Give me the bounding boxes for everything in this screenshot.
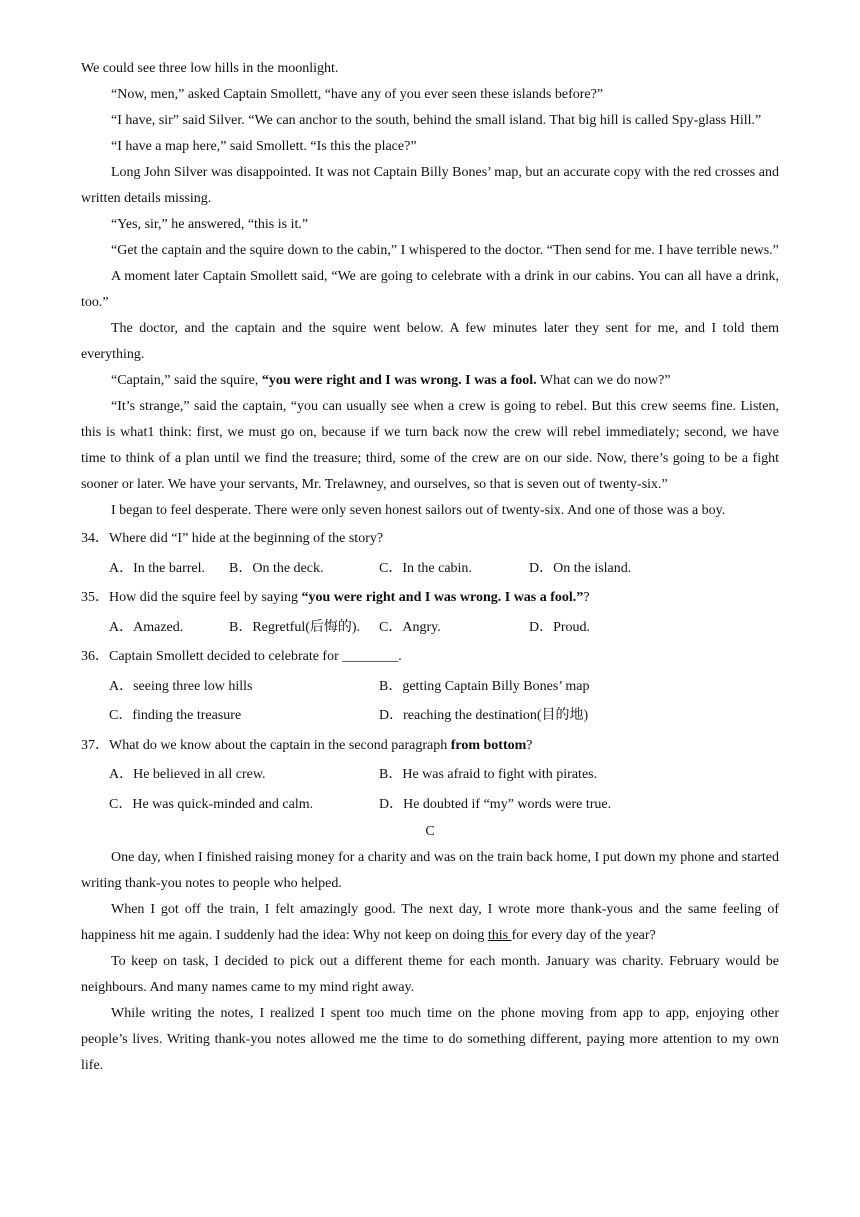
- paragraph: “Yes, sir,” he answered, “this is it.”: [111, 217, 309, 232]
- paragraph: “I have a map here,” said Smollett. “Is this the place?”: [111, 139, 417, 154]
- squire-text-after: What can we do now?”: [536, 373, 671, 388]
- paragraph: [81, 897, 779, 949]
- question-37-stem-bold: from bottom: [450, 737, 527, 753]
- option-a[interactable]: A．In the barrel.: [109, 560, 206, 576]
- paragraph: “Get the captain and the squire down to the cabin,” I whispered to the doctor. “Then send for me. I have terrible news.”: [111, 243, 779, 258]
- question-36-stem: 36．Captain Smollett decided to celebrate for ________.: [81, 649, 402, 664]
- option-c[interactable]: C．He was quick-minded and calm.: [109, 796, 314, 812]
- squire-text-before: “Captain,” said the squire,: [111, 373, 262, 388]
- paragraph: We could see three low hills in the moonlight.: [81, 61, 339, 76]
- option-c[interactable]: C．Angry.: [379, 619, 441, 635]
- question-34-options: [81, 554, 779, 584]
- paragraph: The doctor, and the captain and the squire went below. A few minutes later they sent for me, and I told them everything.: [81, 321, 779, 362]
- option-a[interactable]: A．He believed in all crew.: [109, 767, 266, 782]
- paragraph: A moment later Captain Smollett said, “We are going to celebrate with a drink in our cabins. You can all have a drink, too.”: [81, 269, 779, 310]
- question-34-stem: 34．Where did “I” hide at the beginning of the story?: [81, 531, 384, 546]
- question-35-options: [81, 613, 779, 643]
- paragraph: Long John Silver was disappointed. It was not Captain Billy Bones’ map, but an accurate copy with the red crosses and written details missing.: [81, 165, 779, 206]
- squire-paragraph: [81, 368, 779, 394]
- question-37-stem-text: 37．What do we know about the captain in the second paragraph: [81, 737, 451, 753]
- option-d[interactable]: D．He doubted if “my” words were true.: [379, 796, 612, 812]
- paragraph: To keep on task, I decided to pick out a different theme for each month. January was charity. February would be neighbours. And many names came to my mind right away.: [81, 954, 779, 995]
- question-37-stem-end: ?: [526, 737, 533, 753]
- question-36-options-row2: [81, 701, 779, 731]
- paragraph: “Now, men,” asked Captain Smollett, “have any of you ever seen these islands before?”: [111, 87, 604, 102]
- question-35-stem-text: 35．How did the squire feel by saying: [81, 590, 302, 605]
- paragraph-text-end: for every day of the year?: [511, 928, 656, 943]
- option-c[interactable]: C．In the cabin.: [379, 560, 472, 576]
- squire-quote-bold: “you were right and I was wrong. I was a fool.: [261, 373, 537, 388]
- paragraph: “It’s strange,” said the captain, “you can usually see when a crew is going to rebel. But this crew seems fine. Listen, this is what1 think: first, we must go on, because if we turn back now the crew will rebel immediately; second, we have time to think of a plan until we find the treasure; third, some of the crew are on our side. Now, there’s going to be a fight sooner or later. We have your servants, Mr. Trelawney, and ourselves, so that is seven out of twenty-six.”: [81, 399, 779, 492]
- question-35-stem-end: ?: [583, 590, 590, 605]
- option-a[interactable]: A．seeing three low hills: [109, 678, 253, 694]
- option-b[interactable]: B．On the deck.: [229, 560, 324, 576]
- document-page: [81, 56, 779, 1079]
- paragraph: “I have, sir” said Silver. “We can anchor to the south, behind the small island. That big hill is called Spy-glass Hill.”: [111, 113, 762, 128]
- question-37-options-row1: [81, 760, 779, 790]
- option-a[interactable]: A．Amazed.: [109, 619, 184, 635]
- question-36-options-row1: [81, 672, 779, 702]
- option-d[interactable]: D．Proud.: [529, 619, 591, 635]
- option-b[interactable]: B．Regretful(后悔的).: [229, 619, 361, 635]
- option-d[interactable]: D．On the island.: [529, 560, 632, 576]
- question-37-stem: [81, 731, 779, 761]
- question-35-stem-bold: “you were right and I was wrong. I was a fool.”: [301, 590, 584, 605]
- option-d[interactable]: D．reaching the destination(目的地): [379, 708, 589, 723]
- option-b[interactable]: B．getting Captain Billy Bones’ map: [379, 678, 590, 694]
- option-c[interactable]: C．finding the treasure: [109, 708, 242, 723]
- underlined-word: this: [487, 928, 512, 943]
- paragraph: I began to feel desperate. There were only seven honest sailors out of twenty-six. And one of those was a boy.: [111, 503, 726, 518]
- option-b[interactable]: B．He was afraid to fight with pirates.: [379, 767, 598, 782]
- section-c-heading: C: [425, 824, 435, 839]
- paragraph-text: When I got off the train, I felt amazingly good. The next day, I wrote more thank-yous and the same feeling of happiness hit me again. I suddenly had the idea: Why not keep on doing: [81, 902, 779, 943]
- paragraph: While writing the notes, I realized I spent too much time on the phone moving from app to app, enjoying other people’s lives. Writing thank-you notes allowed me the time to do something different, paying more attention to my own life.: [81, 1006, 779, 1073]
- question-37-options-row2: [81, 790, 779, 820]
- question-35-stem: [81, 583, 779, 613]
- paragraph: One day, when I finished raising money for a charity and was on the train back home, I put down my phone and started writing thank-you notes to people who helped.: [81, 850, 779, 891]
